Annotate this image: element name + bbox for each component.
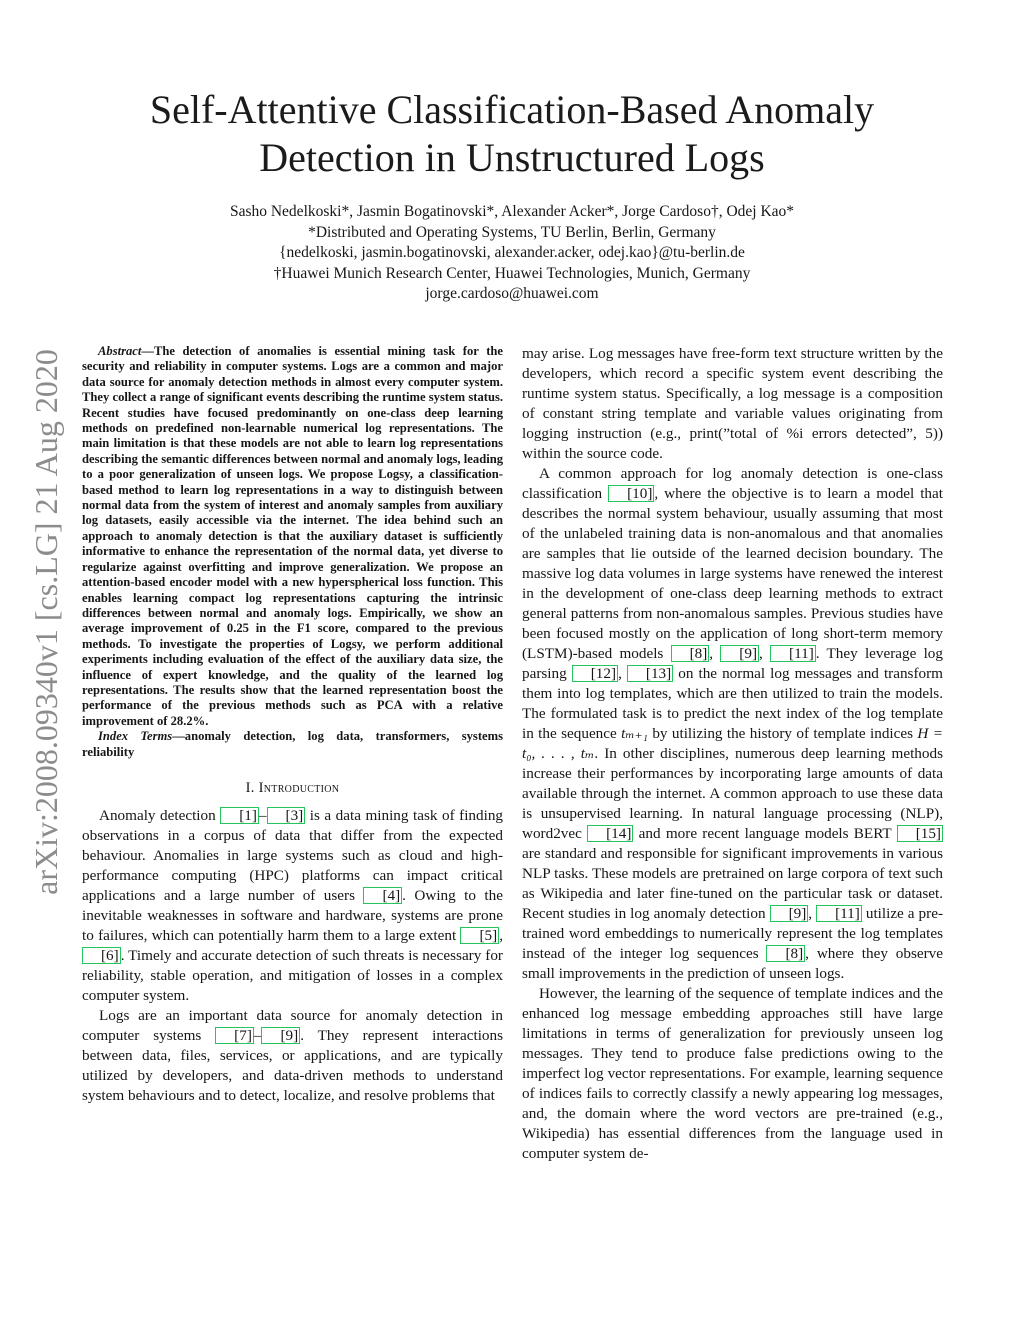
title-line-1: Self-Attentive Classification-Based Anomaly xyxy=(149,87,875,132)
citation-link[interactable]: [10] xyxy=(608,485,654,502)
citation-link[interactable]: [1] xyxy=(220,807,259,824)
affiliation-huawei: †Huawei Munich Research Center, Huawei Technologies, Munich, Germany xyxy=(273,264,751,282)
title-line-2: Detection in Unstructured Logs xyxy=(259,135,765,180)
citation-link[interactable]: [6] xyxy=(82,947,121,964)
index-terms-label: Index Terms xyxy=(98,729,173,744)
intro-paragraph-3: A common approach for log anomaly detection is one-class classification [10] , where the objective is to learn a model that describes the normal system behaviour, usually assuming that most of the unlabeled training data is non-anomalous and that anomalies are samples that lie outside of the learned decision boundary. The massive log data volumes in large systems have renewed the interest in the development of one-class deep learning methods to extract general patterns from non-anomalous samples. Previous studies have been focused mostly on the application of long short-term memory (LSTM)-based models [8] , [9] , [11] . They leverage log parsing [12] , [13] on the normal log messages and transform them into log templates, which are then utilized to train the models. The formulated task is to predict the next index of the log template in the sequence tₘ₊₁ by utilizing the history of template indices H = t₀, . . . , tₘ. In other disciplines, numerous deep learning methods increase their performances by incorporating large amounts of data available through the internet. A common approach to use these data is unsupervised learning. In natural language processing (NLP), word2vec [14] and more recent language models BERT [15] are standard and responsible for significant improvements in various NLP tasks. These models are pretrained on large corpora of text such as Wikipedia and later fine-tuned on the particular task or dataset. Recent studies in log anomaly detection [9] , [11] utilize a pre-trained word embeddings to numerically represent the log templates instead of the integer log sequences [8] , where they observe small improvements in the prediction of unseen logs. xyxy=(522,465,943,982)
citation-link[interactable]: [9] xyxy=(720,645,759,662)
emails-tu-berlin: {nedelkoski, jasmin.bogatinovski, alexander.acker, odej.kao}@tu-berlin.de xyxy=(279,244,745,261)
citation-link[interactable]: [12] xyxy=(572,665,618,682)
paper-title xyxy=(112,86,912,182)
intro-paragraph-1: Anomaly detection [1] – [3] is a data mining task of finding observations in a corpus of data that differ from the expected behaviour. Anomalies in large systems such as cloud and high-performance computing (HPC) platforms can impact critical applications and a large number of users [4] . Owing to the inevitable weaknesses in software and hardware, systems are prone to failures, which can potentially harm them to a large extent [5] , [6] . Timely and accurate detection of such threats is necessary for reliability, stable operation, and mitigation of losses in a complex computer system. xyxy=(82,806,504,1004)
citation-link[interactable]: [11] xyxy=(816,905,862,922)
email-huawei: jorge.cardoso@huawei.com xyxy=(425,285,599,302)
author-block xyxy=(112,202,912,305)
math-inline: tₘ₊₁ xyxy=(621,725,648,742)
citation-link[interactable]: [9] xyxy=(261,1027,300,1044)
citation-link[interactable]: [9] xyxy=(770,905,809,922)
citation-link[interactable]: [13] xyxy=(627,665,673,682)
arxiv-identifier-stamp: arXiv:2008.09340v1 [cs.LG] 21 Aug 2020 xyxy=(28,349,64,895)
section-heading-introduction: I. Introduction xyxy=(245,779,340,796)
citation-link[interactable]: [14] xyxy=(587,825,633,842)
left-column xyxy=(82,344,503,1106)
index-terms xyxy=(82,729,503,760)
citation-link[interactable]: [4] xyxy=(363,887,402,904)
abstract xyxy=(82,344,503,729)
citation-link[interactable]: [11] xyxy=(770,645,816,662)
right-column xyxy=(522,344,943,1164)
intro-paragraph-4: However, the learning of the sequence of template indices and the enhanced log message embedding approaches still have large limitations in terms of generalization for previously unseen log messages. They tend to produce false predictions owing to the imperfect log vector representations. For example, learning sequence of indices fails to correctly classify a newly appearing log messages, and, the domain where the word vectors are pre-trained (e.g., Wikipedia) has essential differences from the language used in computer system de- xyxy=(522,985,943,1162)
abstract-label: Abstract xyxy=(98,344,142,358)
citation-link[interactable]: [5] xyxy=(460,927,499,944)
math-inline: H = t₀, . . . , tₘ xyxy=(522,725,943,762)
citation-link[interactable]: [7] xyxy=(215,1027,254,1044)
intro-paragraph-2-continued: may arise. Log messages have free-form text structure written by the developers, which record a specific system event describing the runtime system status. Specifically, a log message is a composition of constant string template and variable values originating from logging instruction (e.g., print(”total of %i errors detected”, 5)) within the source code. xyxy=(522,345,943,462)
citation-link[interactable]: [8] xyxy=(766,945,805,962)
affiliation-tu-berlin: *Distributed and Operating Systems, TU Berlin, Berlin, Germany xyxy=(308,223,716,241)
abstract-text: —The detection of anomalies is essential mining task for the security and reliability in computer systems. Logs are a common and major data source for anomaly detection methods in almost every computer system. They collect a range of significant events describing the runtime system status. Recent studies have focused predominantly on one-class deep learning methods on predefined non-learnable numerical log representations. The main limitation is that these models are not able to learn log representations describing the semantic differences between normal and anomaly logs, leading to a poor generalization of unseen logs. We propose Logsy, a classification-based method to learn log representations in a way to distinguish between normal data from the system of interest and anomaly samples from auxiliary log datasets, easily accessible via the internet. The idea behind such an approach to anomaly detection is that the auxiliary dataset is sufficiently informative to enhance the representation of the normal data, yet diverse to regularize against overfitting and improve generalization. We propose an attention-based encoder model with a new hyperspherical loss function. This enables learning compact log representations capturing the intrinsic differences between normal and anomaly logs. Empirically, we show an average improvement of 0.25 in the F1 score, compared to the previous methods. To investigate the properties of Logsy, we perform additional experiments including evaluation of the effect of the auxiliary data size, the influence of expert knowledge, and the quality of the learned log representations. The results show that the learned representation boost the performance of the previous methods such as PCA with a relative improvement of 28.2%. xyxy=(82,344,503,728)
citation-link[interactable]: [8] xyxy=(671,645,710,662)
citation-link[interactable]: [15] xyxy=(897,825,943,842)
author-names: Sasho Nedelkoski*, Jasmin Bogatinovski*, Alexander Acker*, Jorge Cardoso†, Odej Kao* xyxy=(229,203,795,220)
index-terms-text: —anomaly detection, log data, transformers, systems reliability xyxy=(82,729,503,759)
intro-paragraph-2: Logs are an important data source for anomaly detection in computer systems [7] – [9] . They represent interactions between data, files, services, or applications, and are typically utilized by developers, and data-driven methods to understand system behaviours and to detect, localize, and resolve problems that xyxy=(82,1006,504,1104)
citation-link[interactable]: [3] xyxy=(267,807,306,824)
